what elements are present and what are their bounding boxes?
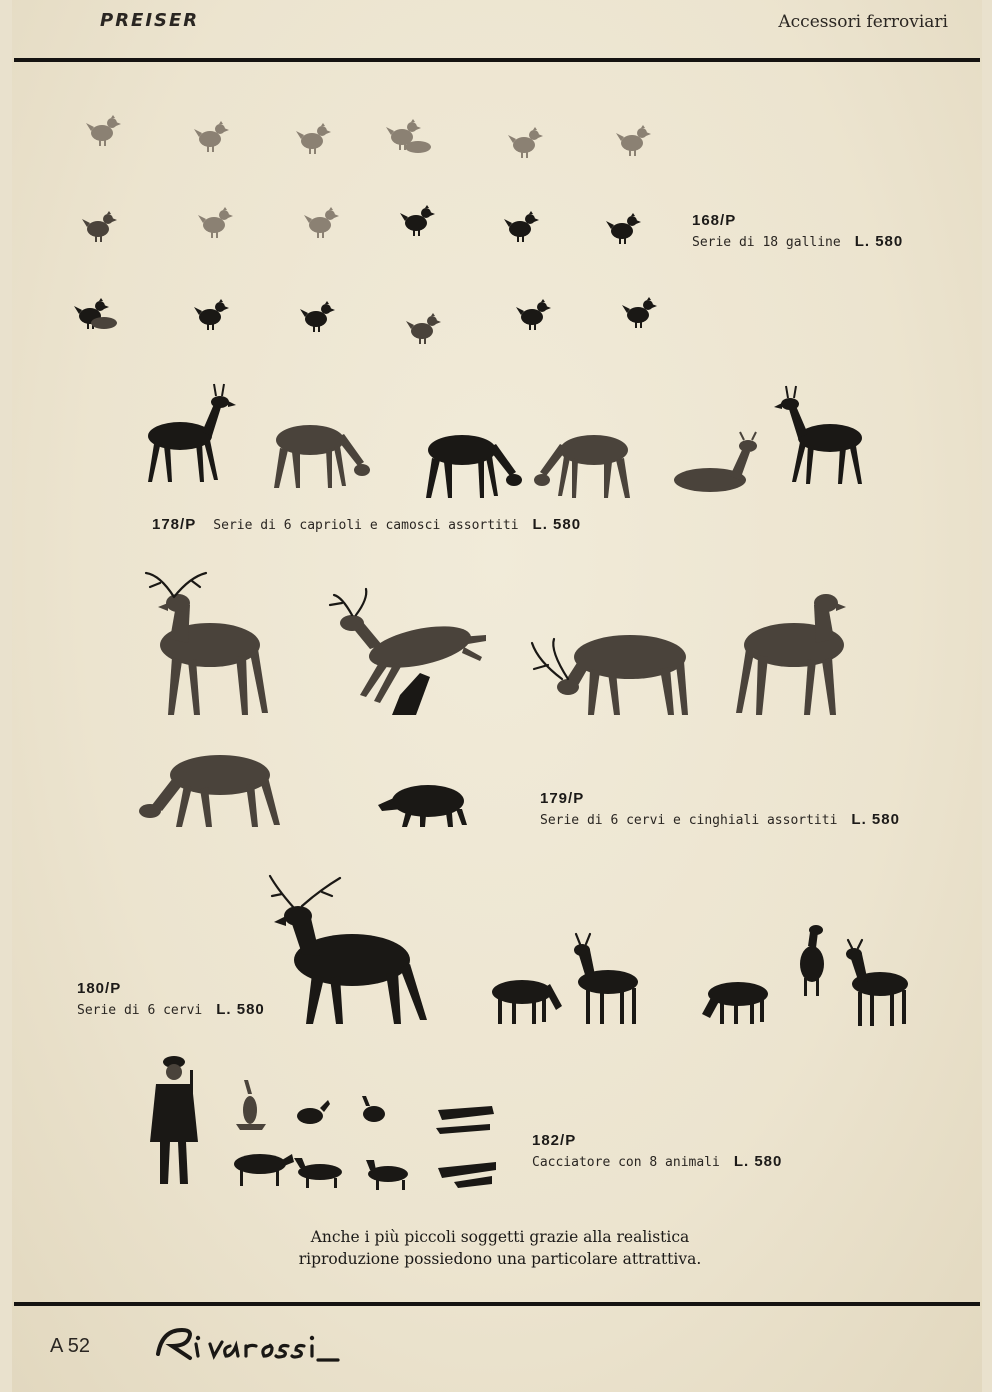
deer-icon <box>274 425 370 488</box>
product-code: 182/P <box>532 1132 577 1149</box>
hens-figure <box>70 105 670 345</box>
deer-icon <box>702 982 768 1024</box>
hunter-figure <box>140 1050 510 1195</box>
deer-icon <box>426 435 522 498</box>
product-description: Cacciatore con 8 animali <box>532 1154 720 1170</box>
hare-icon <box>436 1106 494 1134</box>
header-rule <box>14 58 980 62</box>
caption-line-2: riproduzione possiedono una particolare attrattiva. <box>298 1250 702 1268</box>
product-description: Serie di 6 cervi e cinghiali assortiti <box>540 812 838 828</box>
hare-icon <box>362 1096 385 1122</box>
deer-icon <box>574 934 638 1024</box>
product-code: 168/P <box>692 212 737 229</box>
brand-name: PREISER <box>100 10 200 31</box>
product-code: 180/P <box>77 980 122 997</box>
product-price: L. 580 <box>216 1000 265 1018</box>
dog-icon <box>294 1158 342 1188</box>
caption <box>200 1226 800 1270</box>
stag-icon <box>330 589 486 715</box>
product-178-label <box>152 514 581 533</box>
dog-icon <box>234 1154 294 1186</box>
dog-icon <box>366 1160 408 1190</box>
product-price: L. 580 <box>733 1152 783 1170</box>
product-description: Serie di 18 galline <box>692 234 841 250</box>
hen-icon <box>82 205 641 244</box>
deer-icon <box>674 432 757 492</box>
rivarossi-logo <box>152 1316 352 1366</box>
hare-icon <box>236 1080 266 1130</box>
hen-icon <box>86 115 651 158</box>
hare-icon <box>438 1162 496 1188</box>
hen-icon <box>74 297 657 344</box>
deer-icon <box>492 980 562 1024</box>
deer-icon <box>736 594 846 715</box>
stag-icon <box>532 635 688 715</box>
product-code: 179/P <box>540 790 585 807</box>
deer-icon <box>148 384 236 482</box>
deer-icon <box>846 940 908 1026</box>
page-number: A 52 <box>50 1335 91 1357</box>
caption-line-1: Anche i più piccoli soggetti grazie alla realistica <box>310 1228 690 1246</box>
deer-icon <box>774 386 862 484</box>
deer-icon <box>534 435 630 498</box>
product-182-label <box>532 1132 782 1172</box>
product-description: Serie di 6 caprioli e camosci assortiti <box>213 518 519 533</box>
boar-icon <box>378 785 467 827</box>
deer-icon <box>139 755 280 827</box>
product-180-label <box>77 980 265 1020</box>
product-code: 178/P <box>152 516 197 533</box>
stag-icon <box>146 573 268 715</box>
product-179-label <box>540 790 900 830</box>
deer-icon <box>800 925 824 996</box>
footer-rule <box>14 1302 980 1306</box>
roe-deer-figure <box>140 380 880 500</box>
hare-icon <box>297 1100 330 1124</box>
product-168-label <box>692 212 903 252</box>
section-title: Accessori ferroviari <box>778 12 948 32</box>
deer-silhouettes-figure <box>260 870 920 1035</box>
stag-icon <box>270 876 427 1024</box>
product-description: Serie di 6 cervi <box>77 1002 203 1018</box>
product-price: L. 580 <box>532 516 582 533</box>
product-price: L. 580 <box>854 232 904 250</box>
hunter-icon <box>150 1056 198 1184</box>
product-price: L. 580 <box>851 810 900 828</box>
